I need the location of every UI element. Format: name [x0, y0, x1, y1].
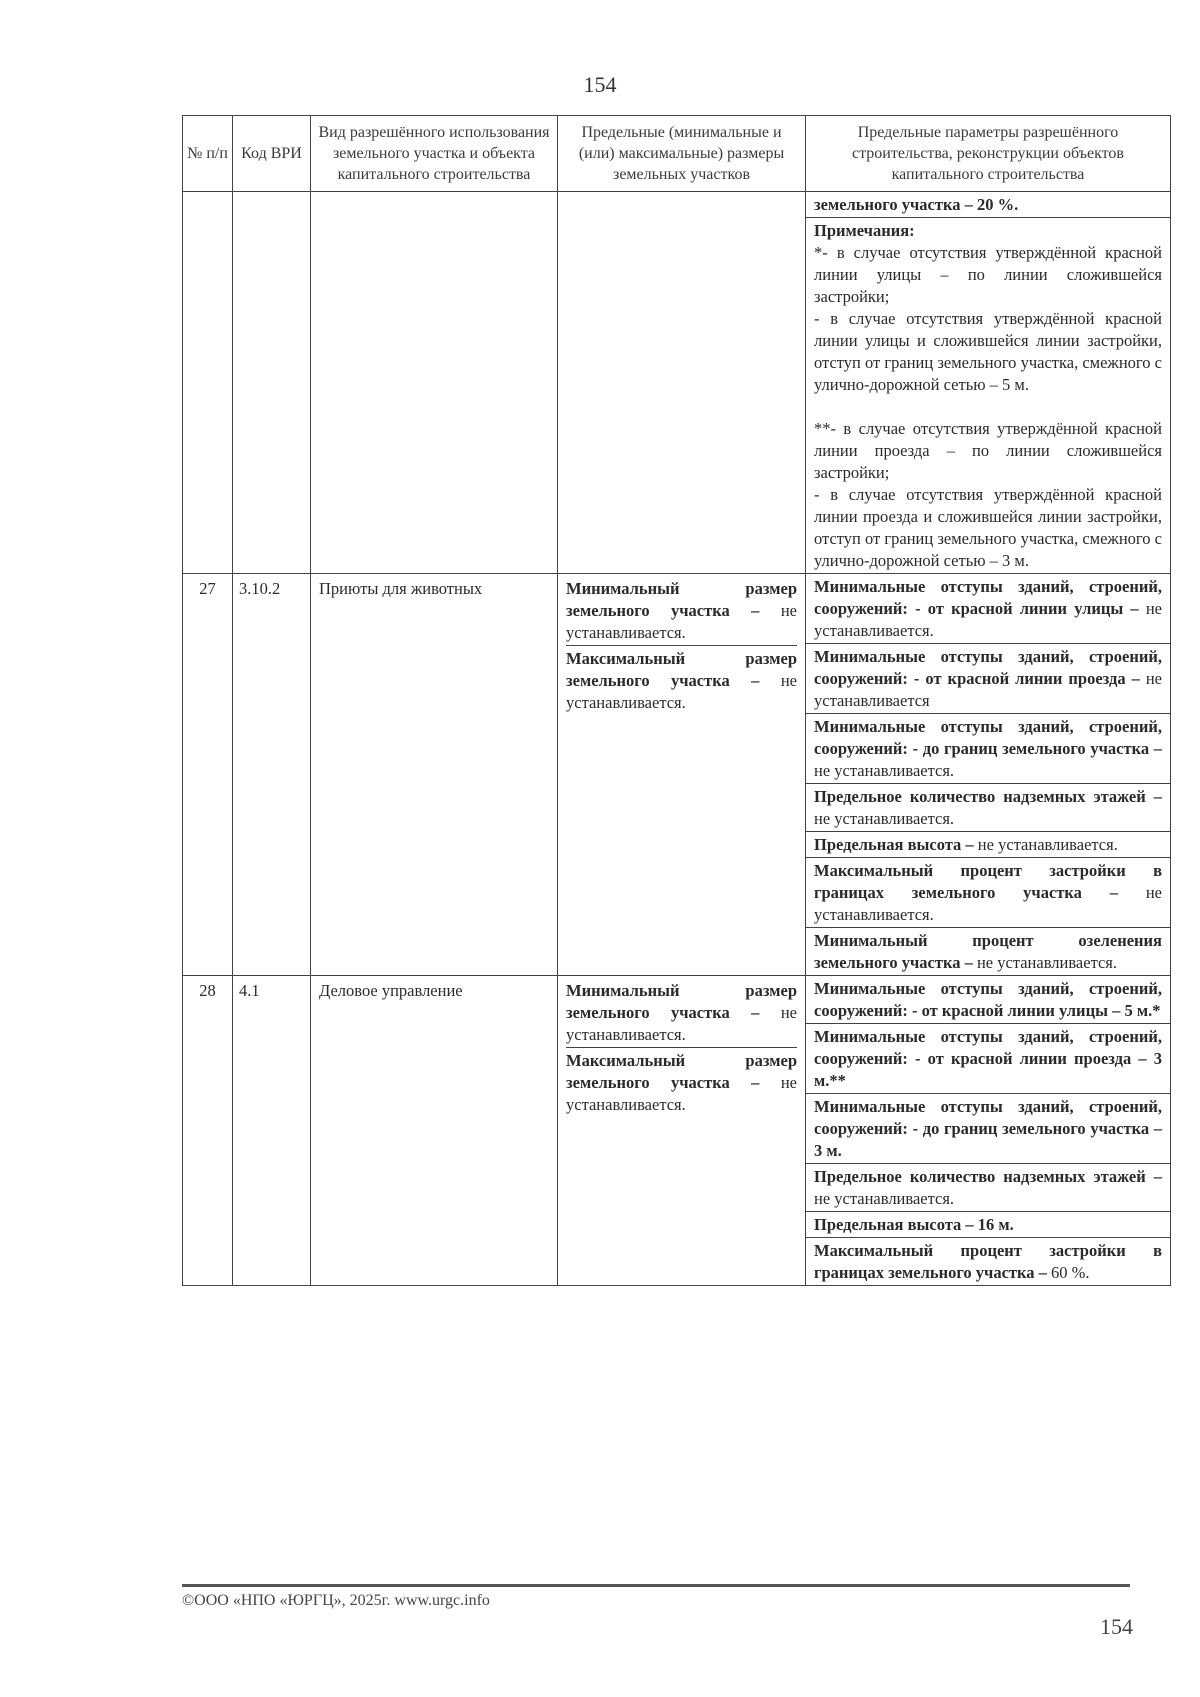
param-block: Минимальные отступы зданий, строений, сооружений: - до границ земельного участка – не устанавливается. — [806, 714, 1170, 784]
size-block: Минимальный размер земельного участка – не устанавливается. — [566, 978, 797, 1048]
row-code: 3.10.2 — [233, 574, 311, 976]
note-4: - в случае отсутствия утверждённой красной линии проезда и сложившейся линии застройки, отступ от границ земельного участка, смежного с улично-дорожной сетью – 3 м. — [814, 485, 1162, 570]
param-block: Предельная высота – 16 м. — [806, 1212, 1170, 1238]
notes-block — [806, 218, 1170, 573]
size-block: Минимальный размер земельного участка – не устанавливается. — [566, 576, 797, 646]
footer-copyright: ©ООО «НПО «ЮРГЦ», 2025г. www.urgc.info — [182, 1592, 490, 1609]
notes-title: Примечания: — [814, 221, 915, 240]
param-block: Максимальный процент застройки в границах земельного участка – 60 %. — [814, 1241, 1162, 1282]
header-plot-sizes: Предельные (минимальные и (или) максимальные) размеры земельных участков — [558, 116, 806, 192]
page-number-top: 154 — [583, 72, 617, 97]
param-block: Минимальные отступы зданий, строений, сооружений: - от красной линии улицы – 5 м.* — [806, 976, 1170, 1024]
table-header-row — [183, 116, 1171, 192]
note-2: - в случае отсутствия утверждённой красной линии улицы и сложившейся линии застройки, отступ от границ земельного участка, смежного с улично-дорожной сетью – 5 м. — [814, 309, 1162, 394]
size-block: Максимальный размер земельного участка – не устанавливается. — [566, 649, 797, 712]
size-block: Максимальный размер земельного участка – не устанавливается. — [566, 1051, 797, 1114]
header-build-params: Предельные параметры разрешённого строительства, реконструкции объектов капитального строительства — [806, 116, 1171, 192]
param-block: Минимальные отступы зданий, строений, сооружений: - до границ земельного участка – 3 м. — [806, 1094, 1170, 1164]
param-block: Предельная высота – не устанавливается. — [806, 832, 1170, 858]
continuation-top-line: земельного участка – 20 %. — [806, 192, 1170, 218]
param-block: Минимальный процент озеленения земельного участка – не устанавливается. — [814, 931, 1162, 972]
param-block: Минимальные отступы зданий, строений, сооружений: - от красной линии проезда – не устанавливается — [806, 644, 1170, 714]
header-num: № п/п — [183, 116, 233, 192]
row-num: 27 — [183, 574, 233, 976]
note-1: *- в случае отсутствия утверждённой красной линии улицы – по линии сложившейся застройки; — [814, 243, 1162, 306]
row-num: 28 — [183, 976, 233, 1286]
table-row — [183, 976, 1171, 1286]
table-row-continuation — [183, 192, 1171, 574]
param-block: Минимальные отступы зданий, строений, сооружений: - от красной линии улицы – не устанавливается. — [806, 574, 1170, 644]
table-row — [183, 574, 1171, 976]
row-code: 4.1 — [233, 976, 311, 1286]
regulations-table — [182, 115, 1171, 1286]
param-block: Минимальные отступы зданий, строений, сооружений: - от красной линии проезда – 3 м.** — [806, 1024, 1170, 1094]
header-use-type: Вид разрешённого использования земельного участка и объекта капитального строительства — [311, 116, 558, 192]
header-code: Код ВРИ — [233, 116, 311, 192]
row-use-name: Деловое управление — [311, 976, 558, 1286]
note-3: **- в случае отсутствия утверждённой красной линии проезда – по линии сложившейся застройки; — [814, 419, 1162, 482]
param-block: Предельное количество надземных этажей – не устанавливается. — [806, 1164, 1170, 1212]
param-block: Предельное количество надземных этажей – не устанавливается. — [806, 784, 1170, 832]
footer-divider — [182, 1584, 1130, 1587]
page-number-bottom: 154 — [1100, 1614, 1133, 1639]
param-block: Максимальный процент застройки в границах земельного участка – не устанавливается. — [806, 858, 1170, 928]
row-use-name: Приюты для животных — [311, 574, 558, 976]
